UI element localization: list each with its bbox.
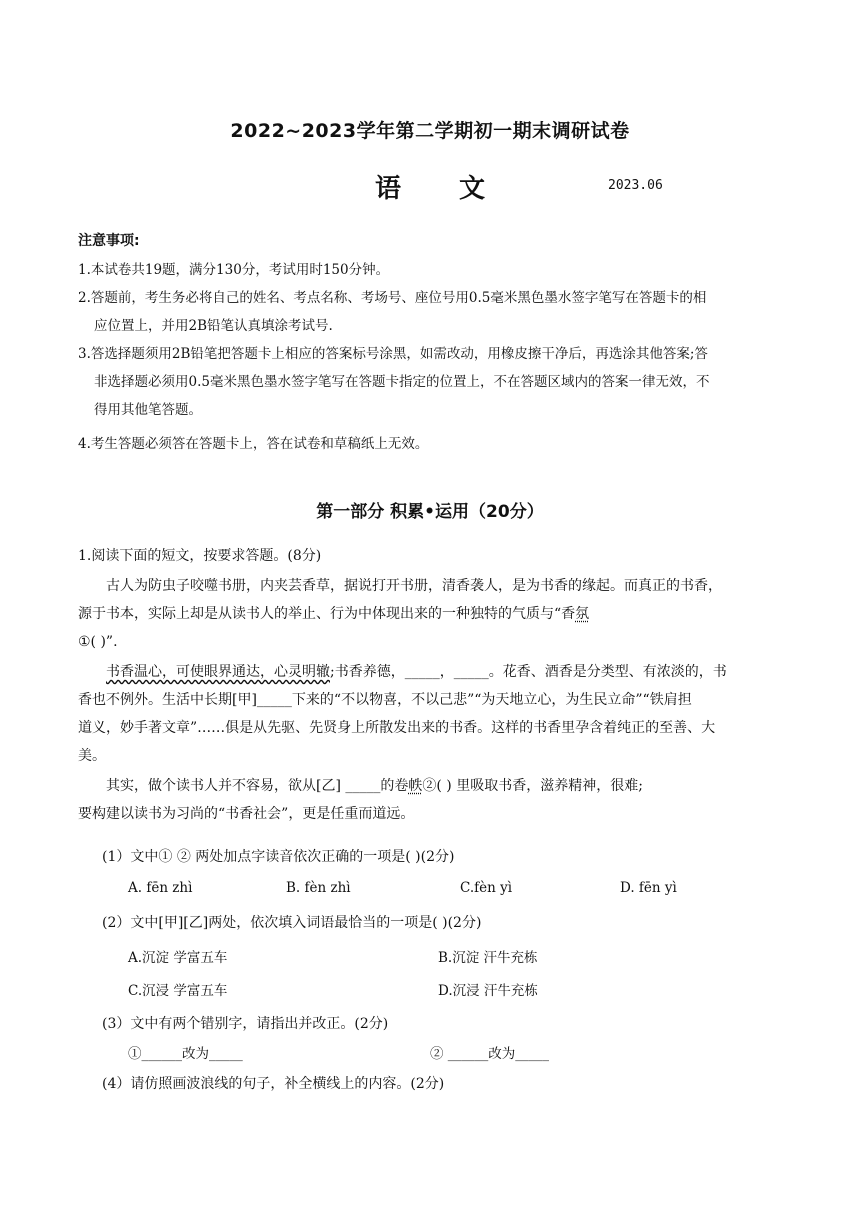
- option-1c: C.fèn yì: [460, 880, 513, 896]
- fix-blank-1: ①______改为_____: [128, 1046, 243, 1062]
- sub-question-4: (4）请仿照画波浪线的句子，补全横线上的内容。(2分): [102, 1076, 445, 1092]
- p1-line-2: 源于书本，实际上却是从读书人的举止、行为中体现出来的一种独特的气质与“香: [78, 606, 576, 622]
- dotted-char-1: 氛: [575, 606, 590, 622]
- option-2d: D.沉浸 汗牛充栋: [438, 983, 538, 999]
- notice-item-4: 4.考生答题必须答在答题卡上，答在试卷和草稿纸上无效。: [78, 436, 429, 452]
- p3-line-2: 要构建以读书为习尚的“书香社会”，更是任重而道远。: [78, 806, 415, 822]
- fix-blank-2: ② ______改为_____: [430, 1046, 550, 1062]
- p2-line-1-rest: ;书香养德，_____，_____。花香、酒香是分类型、有浓淡的，书: [330, 664, 727, 680]
- option-1d: D. fēn yì: [620, 880, 677, 896]
- sub-question-2: (2）文中[甲][乙]两处，依次填入词语最恰当的一项是( )(2分): [102, 915, 482, 931]
- notice-item-2-line-1: 2.答题前，考生务必将自己的姓名、考点名称、考场号、座位号用0.5毫米黑色墨水签字笔写在答题卡的相: [78, 290, 707, 306]
- option-1a: A. fēn zhì: [128, 880, 193, 896]
- notice-item-3: [78, 340, 784, 424]
- p2-line-4: 美。: [78, 748, 106, 764]
- sub-question-1: (1）文中① ② 两处加点字读音依次正确的一项是( )(2分): [102, 849, 455, 865]
- option-2a: A.沉淀 学富五车: [128, 950, 228, 966]
- section-title: 第一部分 积累•运用（20分）: [316, 502, 544, 522]
- notice-item-3-line-3: 得用其他笔答题。: [94, 402, 202, 418]
- subject-char-2: 文: [459, 174, 486, 204]
- exam-date: 2023.06: [608, 178, 663, 193]
- passage-paragraph-2: [78, 658, 784, 770]
- p2-line-3: 道义，妙手著文章”……俱是从先驱、先贤身上所散发出来的书香。这样的书香里孕含着纯正的至善、大: [78, 720, 716, 736]
- wavy-sentence: 书香温心，可使眼界通达，心灵明辙: [106, 664, 330, 680]
- notice-item-2: [78, 284, 784, 340]
- exam-title: 2022~2023学年第二学期初一期末调研试卷: [230, 120, 630, 142]
- p3-line-1b: ②( ) 里吸取书香，滋养精神，很难;: [422, 778, 643, 794]
- p1-line-3: ①( )”.: [78, 634, 118, 650]
- p2-line-2: 香也不例外。生活中长期[甲]_____下来的“不以物喜，不以己悲”“为天地立心，为生民立命”“铁肩担: [78, 692, 692, 708]
- notice-item-3-line-2: 非选择题必须用0.5毫米黑色墨水签字笔写在答题卡指定的位置上，不在答题区域内的答案一律无效，不: [94, 374, 710, 390]
- notice-item-2-line-2: 应位置上，并用2B铅笔认真填涂考试号.: [94, 318, 333, 334]
- subject-heading: [0, 168, 860, 205]
- p3-line-1a: 其实，做个读书人并不容易，欲从[乙] _____的卷: [106, 778, 409, 794]
- sub-question-3: (3）文中有两个错别字，请指出并改正。(2分): [102, 1016, 389, 1032]
- dotted-char-2: 帙: [408, 778, 423, 794]
- question-1-prompt: 1.阅读下面的短文，按要求答题。(8分): [78, 548, 322, 564]
- notice-item-3-line-1: 3.答选择题须用2B铅笔把答题卡上相应的答案标号涂黑，如需改动，用橡皮擦干净后，再选涂其他答案;答: [78, 346, 708, 362]
- subject-char-1: 语: [374, 174, 401, 204]
- option-2c: C.沉浸 学富五车: [128, 983, 228, 999]
- passage-paragraph-3: [78, 772, 784, 828]
- option-1b: B. fèn zhì: [286, 880, 351, 896]
- notice-item-1: 1.本试卷共19题，满分130分，考试用时150分钟。: [78, 262, 390, 278]
- passage-paragraph-1: [78, 572, 784, 656]
- p1-line-1: 古人为防虫子咬噬书册，内夹芸香草，据说打开书册，清香袭人，是为书香的缘起。而真正的书香，: [106, 578, 722, 594]
- notice-heading: 注意事项:: [78, 233, 140, 249]
- option-2b: B.沉淀 汗牛充栋: [438, 950, 538, 966]
